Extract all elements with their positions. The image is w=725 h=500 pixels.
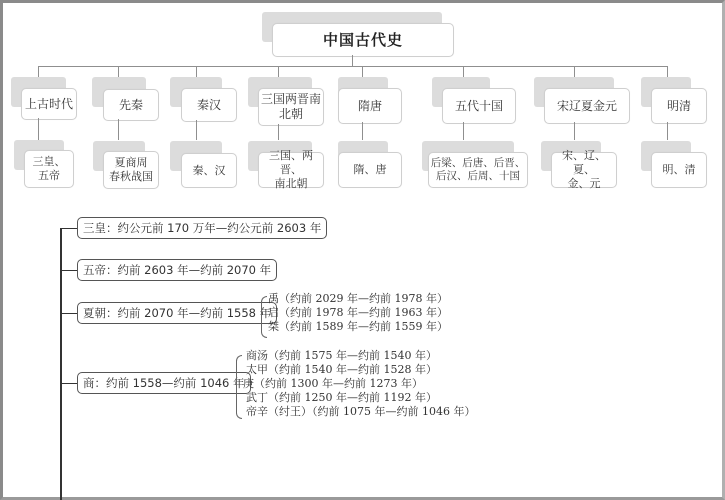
timeline-label: 夏朝：约前 2070 年—约前 1558 年 <box>83 306 272 320</box>
detail-line: 三国、两晋、 <box>269 149 313 176</box>
timeline-item-shang[interactable] <box>77 372 251 394</box>
detail-node-sanguo[interactable] <box>258 149 324 190</box>
timeline-item-xia[interactable] <box>77 302 277 324</box>
timeline-axis <box>60 228 62 500</box>
period-node-shanggu[interactable] <box>21 88 77 120</box>
ruler-wuding: 武丁（约前 1250 年—约前 1192 年） <box>246 391 437 404</box>
detail-node-songliao[interactable] <box>551 149 617 190</box>
detail-line: 五帝 <box>38 169 60 182</box>
connector <box>278 124 279 140</box>
timeline-label: 商：约前 1558—约前 1046 年 <box>83 376 245 390</box>
period-node-mingqing[interactable] <box>651 88 707 124</box>
ruler-shangtang: 商汤（约前 1575 年—约前 1540 年） <box>246 349 437 362</box>
timeline-branch <box>60 383 78 384</box>
detail-node-qinhan[interactable] <box>181 153 237 188</box>
detail-line: 宋、辽、夏、 <box>562 149 606 176</box>
xia-rulers-brace <box>261 296 267 338</box>
period-node-suitang[interactable] <box>338 88 402 124</box>
ruler-dixin: 帝辛（纣王）（约前 1075 年—约前 1046 年） <box>246 405 476 418</box>
detail-node-wudai[interactable] <box>428 152 528 188</box>
period-label: 先秦 <box>118 97 143 112</box>
period-label: 上古时代 <box>24 96 73 111</box>
detail-line: 后梁、后唐、后晋、 <box>430 157 526 169</box>
detail-line: 秦、汉 <box>192 163 226 177</box>
root-node-title[interactable] <box>272 23 454 57</box>
connector <box>574 122 575 140</box>
detail-line: 后汉、后周、十国 <box>436 170 520 182</box>
detail-line: 南北朝 <box>274 177 308 190</box>
period-label: 三国两晋南 <box>260 92 321 106</box>
ruler-taijia: 太甲（约前 1540 年—约前 1528 年） <box>246 363 437 376</box>
ruler-jie: 桀（约前 1589 年—约前 1559 年） <box>268 320 448 333</box>
detail-node-xianqin[interactable] <box>103 151 159 189</box>
connector <box>196 120 197 140</box>
detail-line: 春秋战国 <box>109 170 153 183</box>
connector <box>118 119 119 140</box>
period-label: 明清 <box>666 98 691 113</box>
shang-rulers-brace <box>236 355 242 419</box>
ruler-geng: 庚（约前 1300 年—约前 1273 年） <box>243 377 423 390</box>
timeline-branch <box>60 270 78 271</box>
period-node-sanguo[interactable] <box>258 88 324 126</box>
period-label: 隋唐 <box>357 98 382 113</box>
timeline-branch <box>60 313 78 314</box>
timeline-item-wudi[interactable] <box>77 259 277 281</box>
period-label: 秦汉 <box>196 97 221 112</box>
timeline-label: 五帝：约前 2603 年—约前 2070 年 <box>83 263 272 277</box>
period-label: 五代十国 <box>454 98 503 113</box>
period-node-wudai[interactable] <box>442 88 516 124</box>
ruler-yu: 禹（约前 2029 年—约前 1978 年） <box>268 292 448 305</box>
detail-line: 夏商周 <box>114 156 148 169</box>
connector <box>38 118 39 140</box>
ruler-qi: 启（约前 1978 年—约前 1963 年） <box>268 306 448 319</box>
period-label: 宋辽夏金元 <box>556 98 617 113</box>
detail-line: 金、元 <box>567 177 601 190</box>
connector <box>362 122 363 140</box>
detail-node-mingqing[interactable] <box>651 152 707 188</box>
detail-line: 三皇、 <box>32 155 66 168</box>
root-title-text: 中国古代史 <box>322 30 403 49</box>
connector <box>667 122 668 140</box>
timeline-item-sanhuang[interactable] <box>77 217 327 239</box>
period-node-songliao[interactable] <box>544 88 630 124</box>
connector <box>463 122 464 140</box>
period-node-xianqin[interactable] <box>103 89 159 121</box>
detail-line: 隋、唐 <box>353 163 387 176</box>
timeline-branch <box>60 228 78 229</box>
period-label: 北朝 <box>278 107 303 121</box>
detail-node-suitang[interactable] <box>338 152 402 188</box>
timeline-label: 三皇：约公元前 170 万年—约公元前 2603 年 <box>83 221 322 235</box>
detail-node-shanggu[interactable] <box>24 150 74 188</box>
detail-line: 明、清 <box>662 163 696 176</box>
period-node-qinhan[interactable] <box>181 88 237 122</box>
